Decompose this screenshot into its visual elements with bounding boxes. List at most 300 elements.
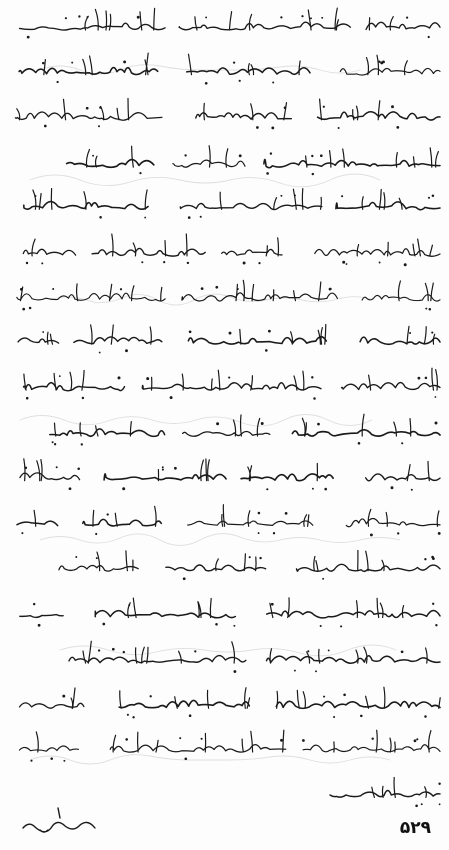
ascender-stroke: [41, 460, 42, 481]
ascender-stroke: [426, 648, 428, 663]
diacritic-dot: [401, 650, 404, 653]
ascender-stroke: [128, 99, 129, 120]
diacritic-dot: [62, 695, 65, 698]
handwritten-phrase: [59, 565, 138, 571]
diacritic-dot: [346, 263, 348, 265]
diacritic-dot: [179, 737, 181, 739]
ascender-stroke: [386, 513, 387, 527]
diacritic-dot: [321, 17, 323, 19]
ascender-stroke: [210, 599, 211, 618]
ascender-stroke: [241, 415, 242, 436]
diacritic-dot: [272, 82, 274, 84]
ascender-stroke: [399, 198, 402, 209]
diacritic-dot: [233, 670, 236, 673]
ascender-stroke: [64, 99, 66, 120]
diacritic-dot: [215, 286, 218, 289]
diacritic-dot: [99, 352, 101, 354]
ascender-stroke: [382, 786, 383, 797]
diacritic-dot: [42, 331, 44, 333]
diacritic-dot: [112, 648, 115, 651]
ascender-stroke: [145, 190, 147, 209]
diacritic-dot: [268, 330, 271, 333]
handwritten-phrase: [292, 430, 440, 436]
diacritic-dot: [71, 62, 73, 64]
diacritic-dot: [404, 263, 407, 266]
diacritic-dot: [243, 262, 246, 265]
diacritic-dot: [205, 16, 207, 18]
diacritic-dot: [435, 422, 438, 425]
diacritic-dot: [65, 17, 67, 19]
diacritic-dot: [38, 624, 41, 627]
page-number: ۵۲۹: [399, 818, 431, 838]
diacritic-dot: [27, 36, 30, 39]
ascender-stroke: [380, 603, 383, 617]
ascender-stroke: [319, 282, 321, 301]
ascender-stroke: [273, 290, 274, 301]
ascender-stroke: [240, 330, 241, 345]
ascender-stroke: [80, 423, 81, 436]
diacritic-dot: [205, 82, 208, 85]
ascender-stroke: [430, 148, 432, 167]
handwritten-phrase: [342, 383, 441, 390]
ascender-stroke: [377, 598, 379, 617]
diacritic-dot: [302, 739, 305, 742]
diacritic-dot: [425, 308, 427, 310]
diacritic-dot: [41, 262, 43, 264]
diacritic-dot: [122, 487, 125, 490]
ascender-stroke: [379, 190, 381, 210]
ascender-stroke: [161, 287, 162, 300]
handwritten-phrase: [20, 703, 84, 708]
handwritten-line: [50, 414, 440, 445]
ascender-stroke: [117, 108, 119, 120]
ascender-stroke: [430, 245, 433, 256]
ascender-stroke: [384, 193, 385, 210]
diacritic-dot: [102, 623, 105, 626]
ascender-stroke: [418, 239, 421, 256]
diacritic-dot: [270, 152, 272, 154]
diacritic-dot: [50, 757, 53, 760]
diacritic-dot: [139, 172, 141, 174]
handwritten-phrase: [267, 656, 441, 663]
diacritic-dot: [323, 696, 325, 698]
diacritic-dot: [163, 261, 165, 263]
handwritten-phrase: [24, 383, 125, 391]
handwritten-phrase: [20, 23, 166, 30]
ascender-stroke: [47, 332, 48, 344]
diacritic-dot: [184, 757, 187, 760]
ascender-stroke: [302, 189, 303, 210]
ascender-stroke: [377, 55, 379, 75]
ascender-stroke: [206, 459, 207, 481]
diacritic-dot: [428, 197, 430, 199]
diacritic-dot: [280, 739, 283, 742]
diacritic-dot: [233, 625, 235, 627]
ascender-stroke: [330, 151, 331, 168]
ascender-stroke: [242, 739, 243, 752]
diacritic-dot: [341, 195, 343, 197]
handwritten-line: [20, 598, 440, 628]
diacritic-dot: [418, 377, 421, 380]
diacritic-dot: [42, 62, 44, 64]
handwritten-phrase: [173, 160, 245, 167]
diacritic-dot: [391, 486, 394, 489]
diacritic-dot: [229, 332, 232, 335]
diacritic-dot: [107, 513, 109, 515]
ascender-stroke: [236, 284, 237, 300]
diacritic-dot: [424, 715, 427, 718]
handwritten-phrase: [110, 745, 286, 753]
ascender-stroke: [147, 647, 148, 663]
diacritic-dot: [137, 16, 140, 19]
diacritic-dot: [382, 61, 385, 64]
handwritten-line: [20, 687, 441, 718]
ascender-stroke: [245, 688, 246, 709]
handwritten-phrase: [196, 113, 291, 119]
diacritic-dot: [258, 512, 261, 515]
diacritic-dot: [75, 556, 77, 558]
ascender-stroke: [307, 652, 310, 663]
diacritic-dot: [280, 195, 282, 197]
ascender-stroke: [132, 146, 134, 167]
diacritic-dot: [415, 804, 418, 807]
handwritten-phrase: [179, 22, 350, 30]
diacritic-dot: [310, 17, 312, 19]
ascender-stroke: [384, 687, 385, 708]
handwritten-phrase: [241, 474, 333, 481]
ascender-stroke: [321, 197, 322, 209]
ascender-stroke: [243, 280, 244, 300]
diacritic-dot: [33, 603, 35, 605]
diacritic-dot: [44, 125, 47, 128]
handwritten-line: [20, 459, 440, 491]
diacritic-dot: [391, 105, 394, 108]
diacritic-dot: [333, 716, 335, 718]
handwritten-phrase: [182, 293, 338, 301]
handwritten-phrase: [180, 203, 321, 209]
handwritten-phrase: [188, 521, 313, 525]
handwritten-phrase: [92, 248, 205, 256]
diacritic-dot: [401, 442, 403, 444]
diacritic-dot: [438, 532, 441, 535]
ascender-stroke: [353, 110, 354, 120]
diacritic-dot: [56, 81, 58, 83]
diacritic-dot: [343, 694, 346, 697]
diacritic-dot: [424, 558, 426, 560]
diacritic-dot: [30, 760, 32, 762]
ascender-stroke: [294, 291, 296, 301]
diacritic-dot: [435, 624, 437, 626]
ascender-stroke: [432, 368, 434, 390]
diacritic-dot: [239, 80, 241, 82]
handwritten-line: [19, 53, 440, 85]
ascender-stroke: [362, 414, 364, 436]
diacritic-dot: [63, 760, 65, 762]
ascender-stroke: [357, 245, 358, 256]
ascender-stroke: [303, 692, 305, 709]
handwritten-line: [67, 146, 440, 176]
handwritten-phrase: [346, 519, 440, 527]
ascender-stroke: [248, 64, 249, 75]
ascender-stroke: [212, 379, 213, 390]
handwritten-line: [19, 730, 440, 762]
diacritic-dot: [432, 603, 434, 605]
diacritic-dot: [340, 625, 342, 627]
handwritten-phrase: [20, 615, 63, 618]
diacritic-dot: [189, 714, 192, 717]
ascender-stroke: [86, 150, 89, 168]
diacritic-dot: [170, 396, 173, 399]
ascender-stroke: [277, 691, 278, 708]
diacritic-dot: [311, 155, 313, 157]
diacritic-dot: [183, 577, 186, 580]
ascender-stroke: [284, 103, 287, 120]
ascender-stroke: [316, 561, 318, 571]
diacritic-dot: [324, 488, 327, 491]
diacritic-dot: [96, 557, 98, 559]
ascender-stroke: [320, 99, 322, 120]
diacritic-dot: [123, 60, 126, 63]
ascender-stroke: [120, 691, 121, 709]
ascender-stroke: [251, 731, 253, 752]
diacritic-dot: [52, 441, 54, 443]
diacritic-dot: [342, 261, 345, 264]
diacritic-dot: [312, 173, 314, 175]
ascender-stroke: [436, 370, 438, 391]
diacritic-dot: [434, 396, 436, 398]
ascender-stroke: [182, 374, 183, 390]
diacritic-dot: [328, 649, 330, 651]
handwritten-phrase: [330, 790, 440, 797]
diacritic-dot: [228, 377, 230, 379]
diacritic-dot: [311, 376, 313, 378]
ascender-stroke: [115, 513, 117, 526]
ascender-stroke: [201, 460, 204, 481]
ascender-stroke: [394, 422, 397, 436]
diacritic-dot: [216, 422, 219, 425]
diacritic-dot: [98, 649, 100, 651]
diacritic-dot: [26, 262, 28, 264]
ascender-stroke: [266, 246, 267, 256]
diacritic-dot: [396, 126, 399, 129]
diacritic-dot: [323, 106, 325, 108]
ascender-stroke: [306, 156, 307, 167]
handwritten-line: [15, 99, 440, 130]
ascender-stroke: [175, 697, 178, 709]
diacritic-dot: [99, 216, 102, 219]
diacritic-dot: [294, 194, 296, 196]
diacritic-dot: [82, 397, 84, 399]
diacritic-dot: [35, 195, 37, 197]
ascender-stroke: [308, 515, 309, 527]
ascender-stroke: [321, 328, 322, 345]
ascender-stroke: [186, 234, 187, 256]
handwritten-phrase: [188, 337, 326, 344]
ascender-stroke: [220, 192, 221, 209]
ascender-stroke: [138, 732, 139, 752]
handwritten-phrase: [360, 337, 440, 344]
diacritic-dot: [439, 803, 441, 805]
diacritic-dot: [265, 349, 268, 352]
diacritic-dot: [406, 17, 408, 19]
ascender-stroke: [336, 20, 338, 30]
diacritic-dot: [280, 16, 282, 18]
ascender-stroke: [407, 465, 410, 481]
ascender-stroke: [343, 149, 345, 167]
diacritic-dot: [329, 288, 331, 290]
handwritten-phrase: [19, 68, 158, 75]
handwritten-line: [69, 641, 440, 673]
diacritic-dot: [29, 307, 32, 310]
diacritic-dot: [438, 782, 440, 784]
diacritic-dot: [421, 803, 423, 805]
ascender-stroke: [77, 284, 78, 301]
diacritic-dot: [77, 467, 80, 470]
diacritic-dot: [120, 288, 122, 290]
diacritic-dot: [86, 107, 89, 110]
diacritic-dot: [266, 488, 268, 490]
diacritic-dot: [285, 512, 288, 515]
diacritic-dot: [52, 288, 54, 290]
diacritic-dot: [125, 349, 128, 352]
handwritten-phrase: [15, 112, 162, 120]
handwritten-phrase: [267, 610, 440, 617]
ascender-stroke: [424, 327, 426, 345]
handwritten-phrase: [67, 160, 154, 168]
ascender-stroke: [368, 509, 371, 526]
diacritic-dot: [322, 578, 324, 580]
diacritic-dot: [258, 532, 260, 534]
ascender-stroke: [223, 505, 224, 527]
diacritic-dot: [187, 262, 189, 264]
ascender-stroke: [96, 426, 98, 436]
ascender-stroke: [95, 9, 98, 30]
ascender-stroke: [209, 146, 210, 167]
diacritic-dot: [54, 443, 56, 445]
ascender-stroke: [112, 234, 113, 256]
handwritten-phrase: [336, 202, 440, 210]
handwritten-phrase: [17, 293, 165, 301]
ascender-stroke: [413, 244, 415, 256]
diacritic-dot: [294, 670, 296, 672]
diacritic-dot: [201, 287, 204, 290]
ascender-stroke: [208, 460, 210, 481]
ascender-stroke: [232, 642, 235, 663]
diacritic-dot: [379, 262, 381, 264]
diacritic-dot: [144, 217, 146, 219]
handwritten-line: [17, 280, 440, 310]
handwritten-phrase: [17, 521, 58, 526]
diacritic-dot: [266, 172, 269, 175]
ascender-stroke: [367, 58, 369, 75]
diacritic-dot: [162, 466, 164, 468]
diacritic-dot: [372, 738, 374, 740]
handwritten-phrase: [83, 519, 162, 526]
diacritic-dot: [194, 650, 196, 652]
ascender-stroke: [165, 241, 166, 256]
ascender-stroke: [302, 418, 305, 436]
diacritic-dot: [428, 36, 430, 38]
handwritten-phrase: [23, 249, 75, 255]
ascender-stroke: [402, 606, 403, 618]
diacritic-dot: [59, 375, 61, 377]
diacritic-dot: [259, 557, 261, 559]
diacritic-dot: [188, 216, 191, 219]
diacritic-dot: [86, 16, 88, 18]
diacritic-dot: [397, 532, 399, 534]
diacritic-dot: [249, 556, 251, 558]
diacritic-dot: [237, 288, 239, 290]
ascender-stroke: [37, 461, 40, 481]
ascender-stroke: [83, 651, 86, 663]
ascender-stroke: [252, 285, 254, 301]
diacritic-dot: [128, 604, 130, 606]
handwritten-phrase: [95, 611, 235, 618]
ascender-stroke: [414, 157, 415, 167]
ascender-stroke: [274, 198, 277, 210]
ascender-stroke: [106, 11, 107, 30]
handwritten-line: [24, 189, 440, 219]
diacritic-dot: [307, 650, 309, 652]
ascender-stroke: [297, 690, 299, 708]
ascender-stroke: [24, 459, 25, 481]
diacritic-dot: [273, 532, 275, 534]
ascender-stroke: [70, 372, 72, 390]
diacritic-dot: [21, 532, 23, 534]
diacritic-dot: [284, 106, 287, 109]
diacritic-dot: [141, 261, 143, 263]
diacritic-dot: [358, 442, 361, 445]
ascender-stroke: [425, 283, 428, 300]
diacritic-dot: [431, 332, 433, 334]
diacritic-dot: [370, 533, 373, 536]
handwritten-phrase: [366, 22, 440, 29]
ascender-stroke: [36, 732, 38, 752]
ascender-stroke: [91, 325, 92, 344]
diacritic-dot: [414, 739, 417, 742]
diacritic-dot: [26, 397, 29, 400]
handwritten-phrase: [119, 700, 249, 707]
ascender-stroke: [249, 14, 251, 30]
diacritic-dot: [261, 422, 264, 425]
diacritic-dot: [429, 308, 432, 311]
diacritic-dot: [69, 487, 72, 490]
handwritten-line: [330, 778, 441, 808]
diacritic-dot: [20, 288, 23, 291]
diacritic-dot: [200, 216, 202, 218]
diacritic-dot: [425, 377, 428, 380]
handwritten-phrase: [20, 473, 80, 480]
diacritic-dot: [215, 623, 218, 626]
diacritic-dot: [258, 262, 260, 264]
ascender-stroke: [229, 12, 231, 30]
ascender-stroke: [366, 551, 368, 571]
ascender-stroke: [314, 557, 315, 571]
diacritic-dot: [320, 154, 323, 157]
diacritic-dot: [132, 716, 134, 718]
ascender-stroke: [407, 326, 409, 344]
ascender-stroke: [388, 242, 389, 256]
ascender-stroke: [303, 371, 304, 390]
diacritic-dot: [432, 195, 435, 198]
ascender-stroke: [73, 688, 75, 708]
ascender-stroke: [179, 651, 182, 663]
diacritic-dot: [78, 15, 80, 17]
diacritic-dot: [189, 330, 192, 333]
diacritic-dot: [271, 603, 274, 606]
diacritic-dot: [184, 154, 186, 156]
diacritic-dot: [416, 738, 418, 740]
